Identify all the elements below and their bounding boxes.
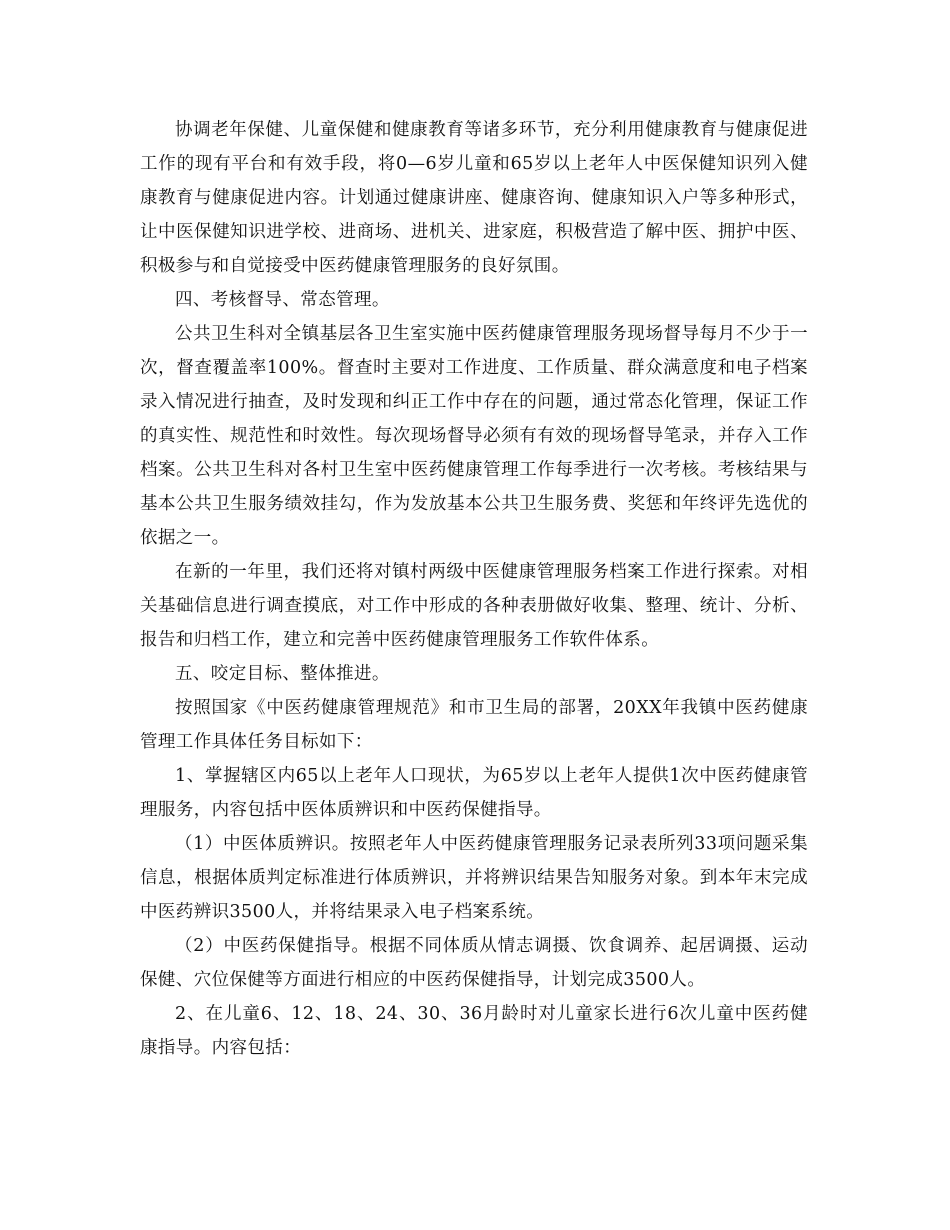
- paragraph-supervision: 公共卫生科对全镇基层各卫生室实施中医药健康管理服务现场督导每月不少于一次，督查覆盖率100%。督查时主要对工作进度、工作质量、群众满意度和电子档案录入情况进行抽查，及时发现和纠正工作中存在的问题，通过常态化管理，保证工作的真实性、规范性和时效性。每次现场督导必须有有效的现场督导笔录，并存入工作档案。公共卫生科对各村卫生室中医药健康管理工作每季进行一次考核。考核结果与基本公共卫生服务绩效挂勾，作为发放基本公共卫生服务费、奖惩和年终评先选优的依据之一。: [140, 324, 808, 548]
- document-body: [140, 113, 808, 1065]
- section-heading-5: 五、咬定目标、整体推进。: [175, 664, 390, 684]
- list-item-1-2: （2）中医药保健指导。根据不同体质从情志调摄、饮食调养、起居调摄、运动保健、穴位保健等方面进行相应的中医药保健指导，计划完成3500人。: [140, 936, 808, 990]
- section-heading-4: 四、考核督导、常态管理。: [175, 290, 390, 310]
- paragraph-new-year-plan: 在新的一年里，我们还将对镇村两级中医健康管理服务档案工作进行探索。对相关基础信息进行调查摸底，对工作中形成的各种表册做好收集、整理、统计、分析、报告和归档工作，建立和完善中医药健康管理服务工作软件体系。: [140, 562, 808, 650]
- list-item-1: 1、掌握辖区内65以上老年人口现状，为65岁以上老年人提供1次中医药健康管理服务，内容包括中医体质辨识和中医药保健指导。: [140, 766, 808, 820]
- list-item-2: 2、在儿童6、12、18、24、30、36月龄时对儿童家长进行6次儿童中医药健康指导。内容包括：: [140, 1004, 808, 1058]
- paragraph-health-education: 协调老年保健、儿童保健和健康教育等诸多环节，充分利用健康教育与健康促进工作的现有平台和有效手段，将0—6岁儿童和65岁以上老年人中医保健知识列入健康教育与健康促进内容。计划通过健康讲座、健康咨询、健康知识入户等多种形式，让中医保健知识进学校、进商场、进机关、进家庭，积极营造了解中医、拥护中医、积极参与和自觉接受中医药健康管理服务的良好氛围。: [140, 120, 808, 276]
- paragraph-task-goals: 按照国家《中医药健康管理规范》和市卫生局的部署，20XX年我镇中医药健康管理工作具体任务目标如下：: [140, 698, 808, 752]
- list-item-1-1: （1）中医体质辨识。按照老年人中医药健康管理服务记录表所列33项问题采集信息，根据体质判定标准进行体质辨识，并将辨识结果告知服务对象。到本年末完成中医药辨识3500人，并将结果录入电子档案系统。: [140, 834, 808, 922]
